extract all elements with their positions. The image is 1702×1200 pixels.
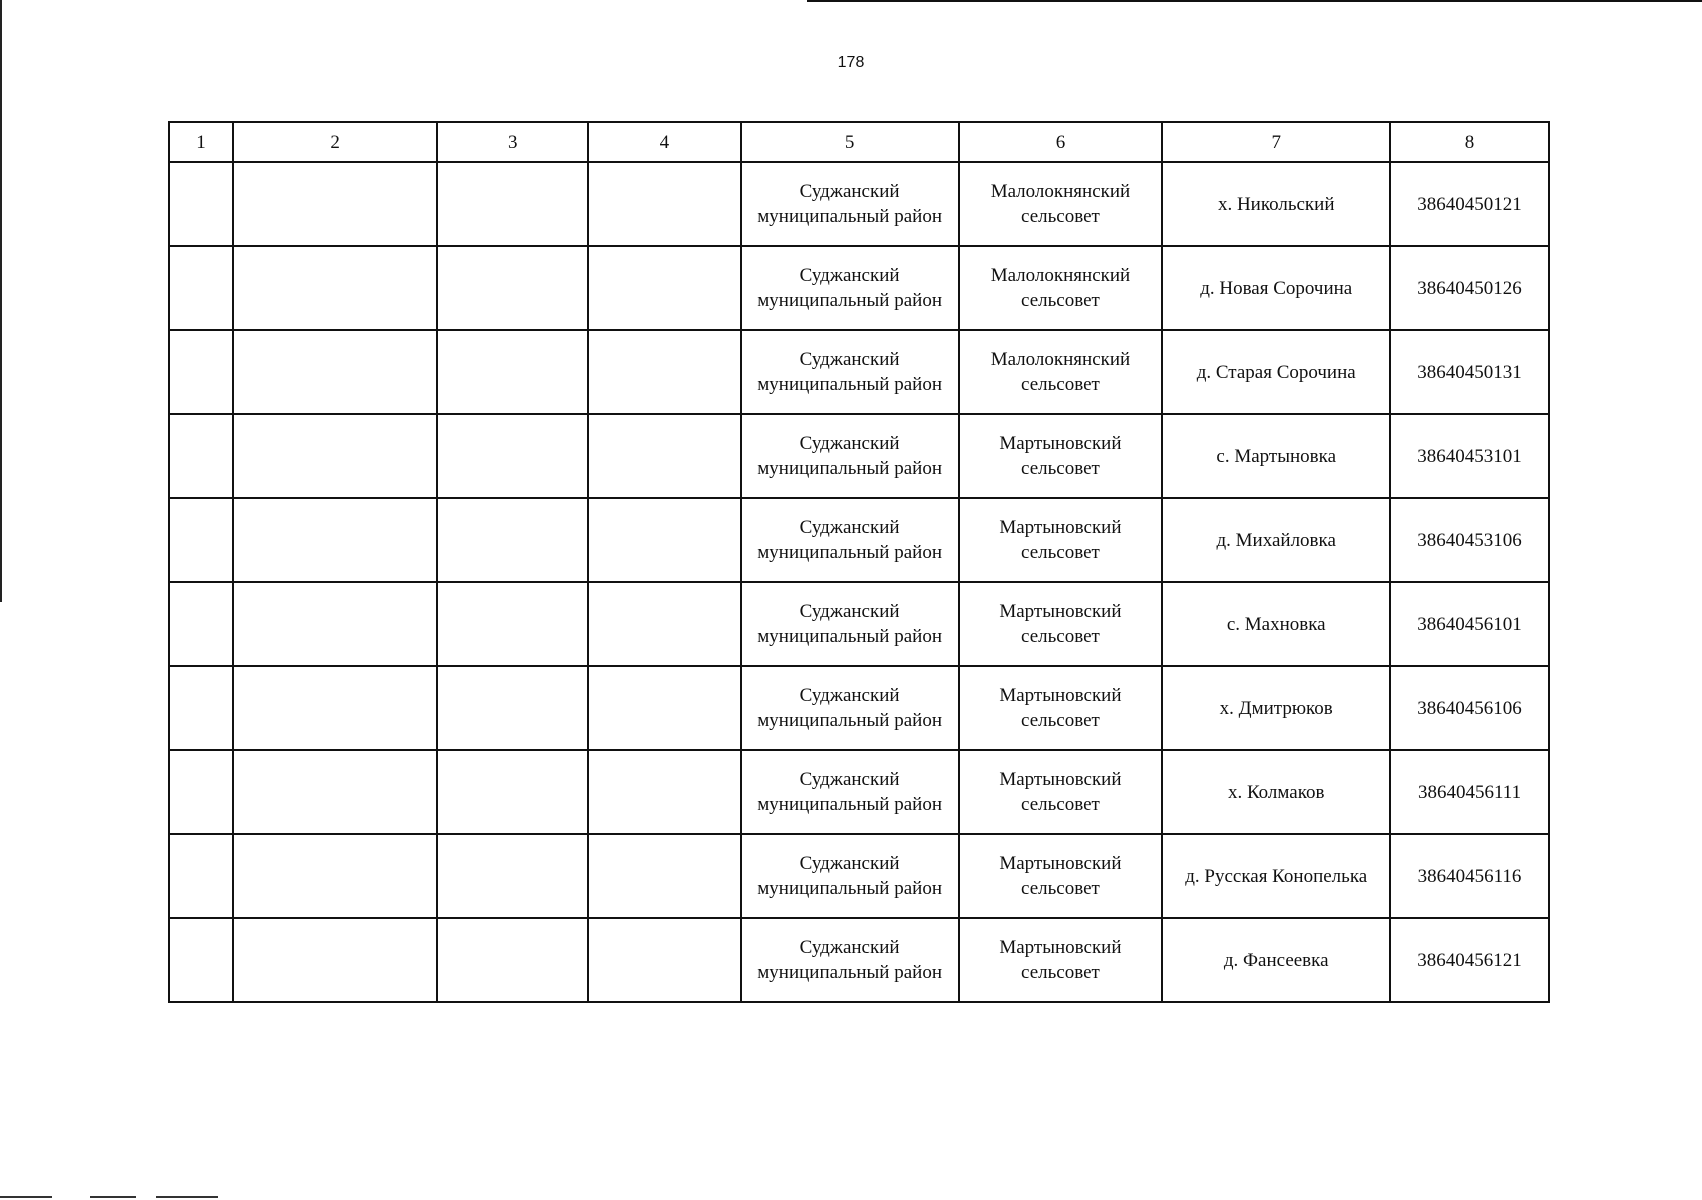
cell-col2: [233, 330, 438, 414]
cell-district: Суджанский муниципальный район: [741, 330, 959, 414]
cell-district: Суджанский муниципальный район: [741, 918, 959, 1002]
table-row: [169, 498, 1549, 582]
cell-col1: [169, 918, 233, 1002]
cell-col3: [437, 498, 588, 582]
cell-col3: [437, 246, 588, 330]
cell-col4: [588, 414, 741, 498]
cell-council: Мартыновский сельсовет: [959, 834, 1163, 918]
cell-col2: [233, 498, 438, 582]
cell-col2: [233, 246, 438, 330]
cell-settlement: д. Новая Сорочина: [1162, 246, 1390, 330]
cell-district: Суджанский муниципальный район: [741, 246, 959, 330]
cell-settlement: х. Никольский: [1162, 162, 1390, 246]
cell-council: Малолокнянский сельсовет: [959, 246, 1163, 330]
cell-council: Мартыновский сельсовет: [959, 414, 1163, 498]
cell-col1: [169, 414, 233, 498]
cell-col4: [588, 918, 741, 1002]
table-row: [169, 750, 1549, 834]
cell-col1: [169, 666, 233, 750]
cell-oktmo-code: 38640450121: [1390, 162, 1549, 246]
column-header-6: 6: [959, 122, 1163, 162]
cell-district: Суджанский муниципальный район: [741, 162, 959, 246]
cell-col2: [233, 162, 438, 246]
cell-col4: [588, 246, 741, 330]
column-header-4: 4: [588, 122, 741, 162]
settlements-table: [168, 121, 1550, 1003]
cell-col1: [169, 162, 233, 246]
cell-col1: [169, 330, 233, 414]
cell-col3: [437, 666, 588, 750]
cell-col3: [437, 918, 588, 1002]
column-header-7: 7: [1162, 122, 1390, 162]
column-header-8: 8: [1390, 122, 1549, 162]
footer-rule: [90, 1196, 136, 1198]
cell-council: Мартыновский сельсовет: [959, 666, 1163, 750]
footer-rule: [156, 1196, 218, 1198]
cell-settlement: д. Старая Сорочина: [1162, 330, 1390, 414]
column-header-5: 5: [741, 122, 959, 162]
cell-col4: [588, 582, 741, 666]
cell-col1: [169, 246, 233, 330]
column-header-2: 2: [233, 122, 438, 162]
cell-col3: [437, 330, 588, 414]
column-header-3: 3: [437, 122, 588, 162]
cell-col3: [437, 834, 588, 918]
cell-col2: [233, 582, 438, 666]
cell-oktmo-code: 38640456101: [1390, 582, 1549, 666]
cell-col3: [437, 414, 588, 498]
cell-col3: [437, 750, 588, 834]
cell-settlement: д. Михайловка: [1162, 498, 1390, 582]
cell-col1: [169, 750, 233, 834]
header-row: [169, 122, 1549, 162]
table-row: [169, 918, 1549, 1002]
cell-district: Суджанский муниципальный район: [741, 498, 959, 582]
cell-col2: [233, 834, 438, 918]
cell-col4: [588, 750, 741, 834]
column-header-1: 1: [169, 122, 233, 162]
table-row: [169, 666, 1549, 750]
cell-district: Суджанский муниципальный район: [741, 750, 959, 834]
cell-col4: [588, 330, 741, 414]
cell-district: Суджанский муниципальный район: [741, 666, 959, 750]
cell-council: Мартыновский сельсовет: [959, 582, 1163, 666]
table-row: [169, 162, 1549, 246]
cell-oktmo-code: 38640450126: [1390, 246, 1549, 330]
table-row: [169, 330, 1549, 414]
table-body: [169, 162, 1549, 1002]
cell-district: Суджанский муниципальный район: [741, 414, 959, 498]
cell-col4: [588, 162, 741, 246]
cell-col2: [233, 918, 438, 1002]
cell-col2: [233, 666, 438, 750]
cell-council: Мартыновский сельсовет: [959, 750, 1163, 834]
cell-oktmo-code: 38640456111: [1390, 750, 1549, 834]
cell-col3: [437, 582, 588, 666]
cell-settlement: х. Колмаков: [1162, 750, 1390, 834]
cell-oktmo-code: 38640456121: [1390, 918, 1549, 1002]
cell-col4: [588, 834, 741, 918]
table-row: [169, 582, 1549, 666]
cell-oktmo-code: 38640450131: [1390, 330, 1549, 414]
cell-col1: [169, 834, 233, 918]
cell-council: Малолокнянский сельсовет: [959, 330, 1163, 414]
footer-rule: [0, 1196, 52, 1198]
table-row: [169, 834, 1549, 918]
cell-settlement: д. Фансеевка: [1162, 918, 1390, 1002]
page-number: 178: [837, 54, 865, 71]
cell-oktmo-code: 38640456106: [1390, 666, 1549, 750]
cell-council: Мартыновский сельсовет: [959, 918, 1163, 1002]
cell-oktmo-code: 38640453106: [1390, 498, 1549, 582]
cell-col1: [169, 582, 233, 666]
cell-district: Суджанский муниципальный район: [741, 582, 959, 666]
cell-col3: [437, 162, 588, 246]
cell-district: Суджанский муниципальный район: [741, 834, 959, 918]
left-border-line: [0, 0, 2, 602]
cell-col4: [588, 666, 741, 750]
cell-settlement: с. Мартыновка: [1162, 414, 1390, 498]
cell-council: Мартыновский сельсовет: [959, 498, 1163, 582]
cell-settlement: х. Дмитрюков: [1162, 666, 1390, 750]
cell-settlement: д. Русская Конопелька: [1162, 834, 1390, 918]
table-row: [169, 246, 1549, 330]
table-row: [169, 414, 1549, 498]
cell-settlement: с. Махновка: [1162, 582, 1390, 666]
top-border-line: [807, 0, 1702, 2]
cell-col2: [233, 750, 438, 834]
cell-council: Малолокнянский сельсовет: [959, 162, 1163, 246]
cell-oktmo-code: 38640453101: [1390, 414, 1549, 498]
cell-col2: [233, 414, 438, 498]
cell-oktmo-code: 38640456116: [1390, 834, 1549, 918]
cell-col1: [169, 498, 233, 582]
cell-col4: [588, 498, 741, 582]
